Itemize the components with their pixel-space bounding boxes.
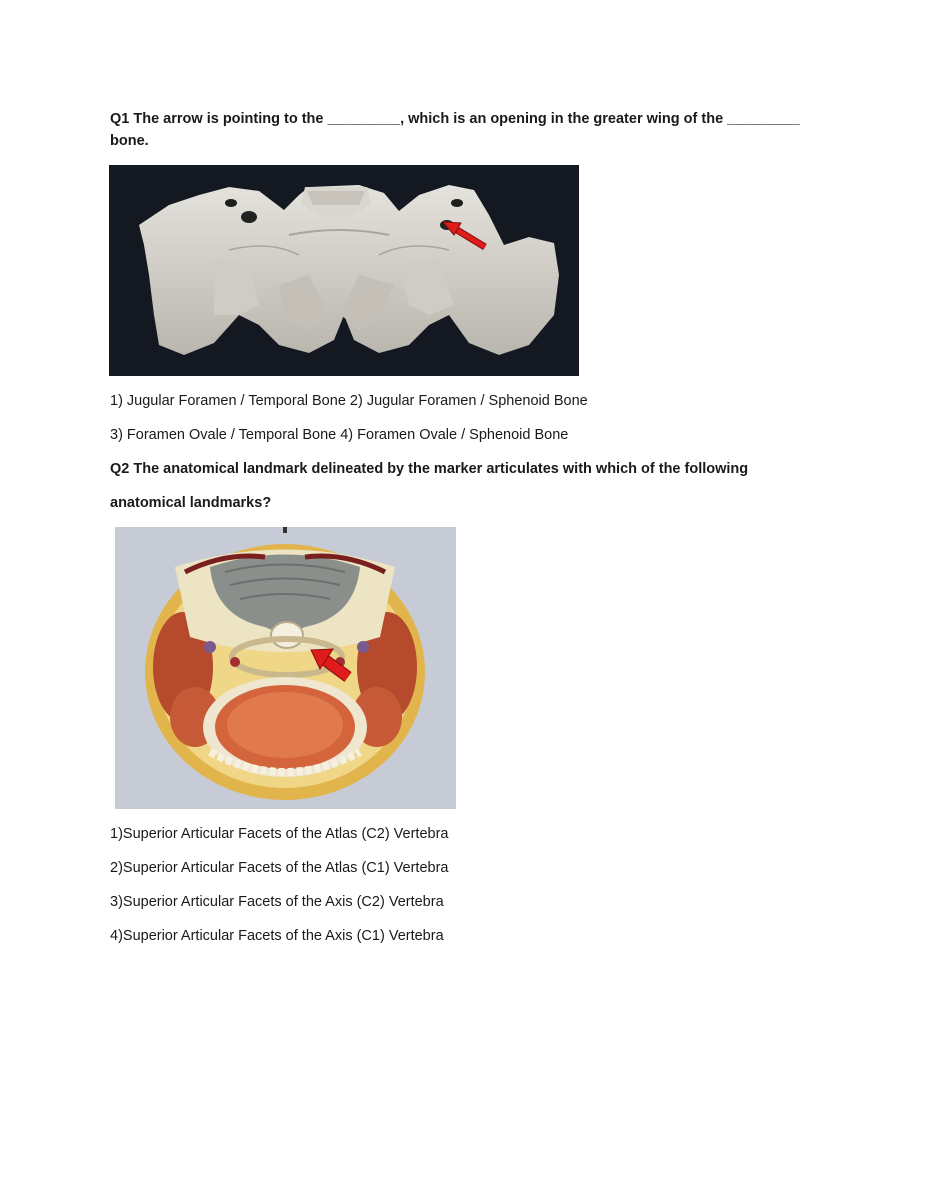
question-2-title-line-1: Q2 The anatomical landmark delineated by the marker articulates with which of the following xyxy=(110,461,749,477)
question-1-title: Q1 The arrow is pointing to the _________, which is an opening in the greater wing of the _________ bone. xyxy=(110,111,800,149)
q1-answer-line-1: 1) Jugular Foramen / Temporal Bone 2) Jugular Foramen / Sphenoid Bone xyxy=(110,393,588,409)
question-2-title-line-2: anatomical landmarks? xyxy=(110,495,272,511)
q1-answer-line-2: 3) Foramen Ovale / Temporal Bone 4) Foramen Ovale / Sphenoid Bone xyxy=(110,427,569,443)
sphenoid-bone-image xyxy=(109,165,579,376)
q2-answer-3: 3)Superior Articular Facets of the Axis (C2) Vertebra xyxy=(110,894,444,910)
q2-answer-4: 4)Superior Articular Facets of the Axis (C1) Vertebra xyxy=(110,928,444,944)
cross-section-model-image xyxy=(115,527,456,809)
q2-answer-2: 2)Superior Articular Facets of the Atlas (C1) Vertebra xyxy=(110,860,449,876)
q2-answer-1: 1)Superior Articular Facets of the Atlas (C2) Vertebra xyxy=(110,826,449,842)
